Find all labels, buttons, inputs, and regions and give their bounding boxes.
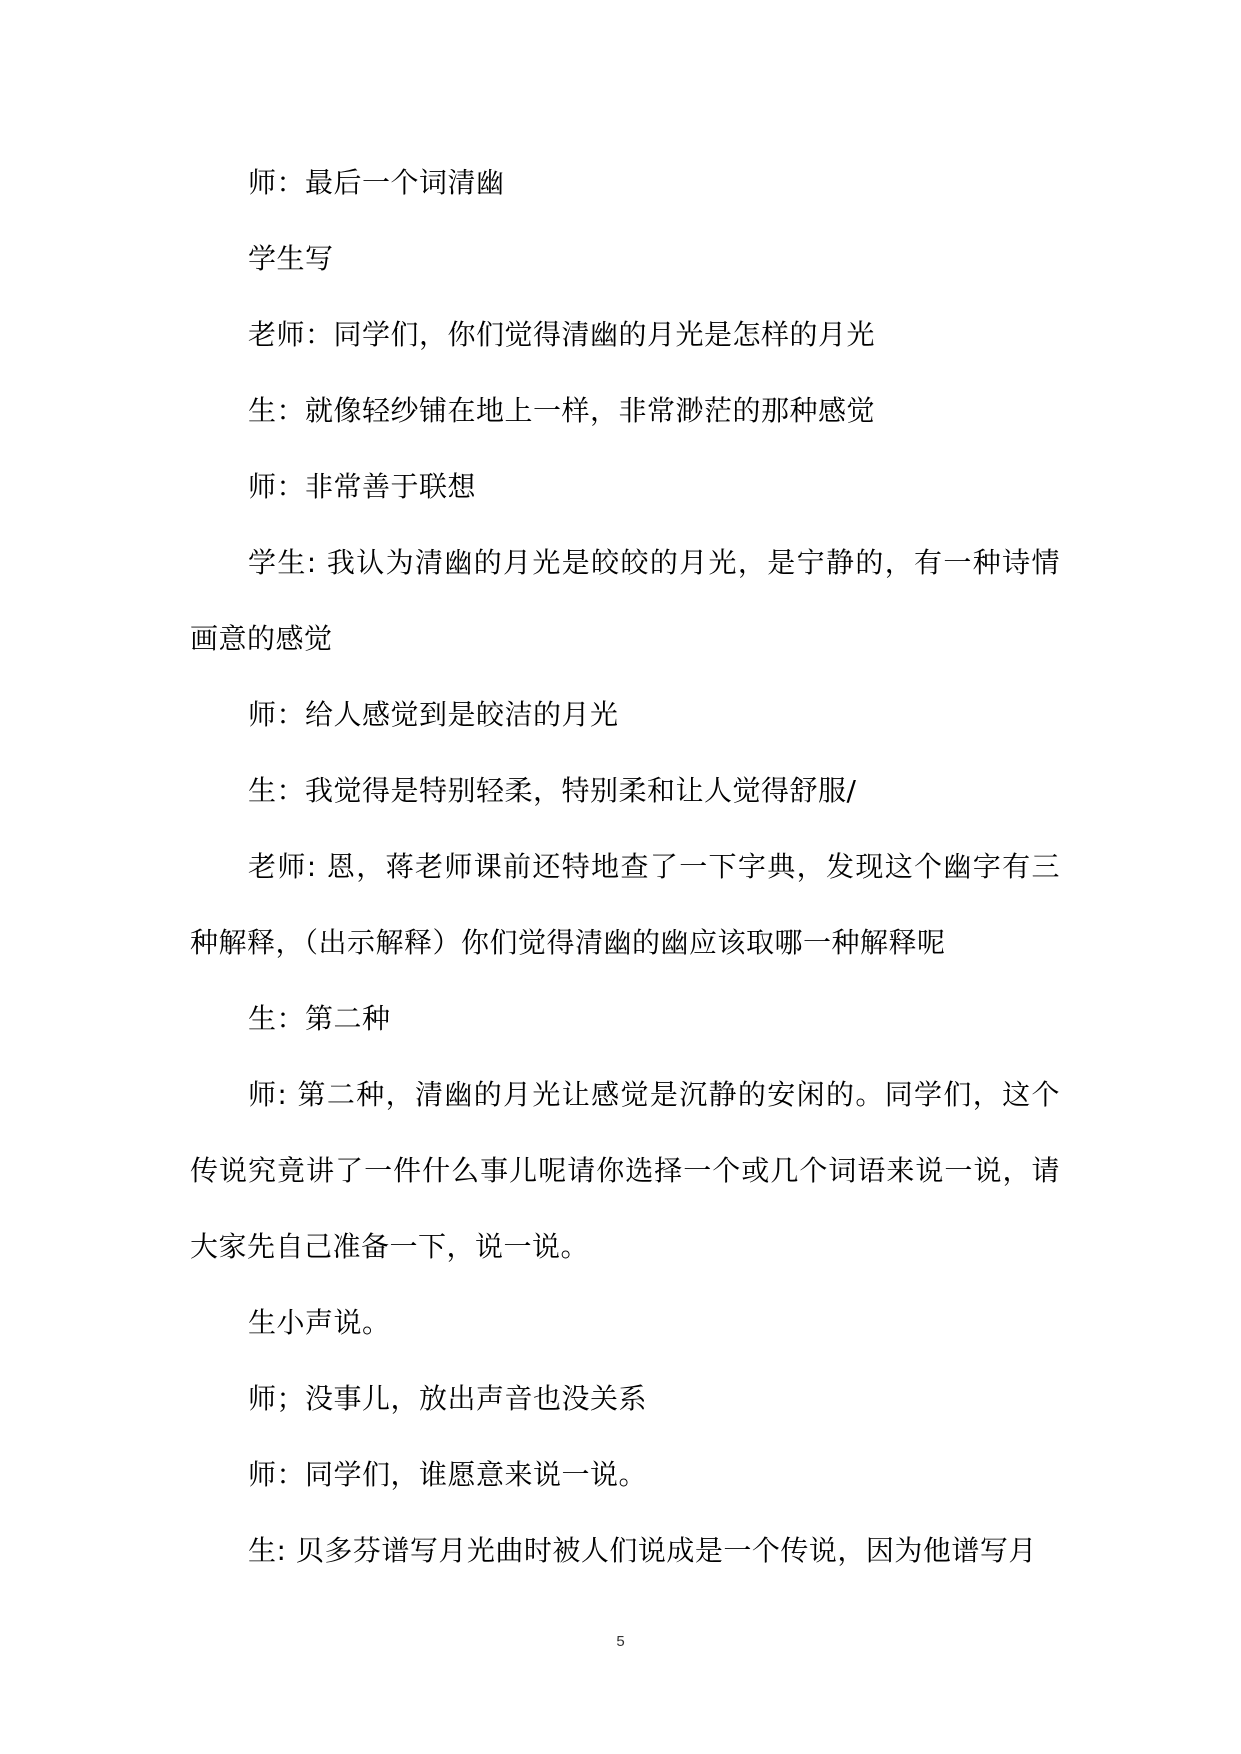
paragraph: 师: 第二种，清幽的月光让感觉是沉静的安闲的。同学们，这个传说究竟讲了一件什么事儿呢请你选择一个或几个词语来说一说，请大家先自己准备一下，说一说。: [190, 1078, 1060, 1263]
paragraph: 生：我觉得是特别轻柔，特别柔和让人觉得舒服/: [248, 774, 857, 807]
paragraph: 师；没事儿，放出声音也没关系: [248, 1382, 648, 1415]
page-number: 5: [616, 1633, 625, 1650]
paragraph: 生: 贝多芬谱写月光曲时被人们说成是一个传说，因为他谱写月: [248, 1534, 1037, 1567]
paragraph: 老师：同学们，你们觉得清幽的月光是怎样的月光: [248, 318, 876, 351]
paragraph: 学生: 我认为清幽的月光是皎皎的月光，是宁静的，有一种诗情画意的感觉: [190, 546, 1060, 655]
paragraph: 师：非常善于联想: [248, 470, 477, 503]
paragraph: 生：第二种: [248, 1002, 391, 1035]
paragraph: 师：给人感觉到是皎洁的月光: [248, 698, 619, 731]
paragraph: 师：同学们，谁愿意来说一说。: [248, 1458, 648, 1491]
document-body: [190, 145, 1060, 1589]
paragraph: 生：就像轻纱铺在地上一样，非常渺茫的那种感觉: [248, 394, 876, 427]
paragraph: 师：最后一个词清幽: [248, 166, 505, 199]
paragraph: 生小声说。: [248, 1306, 391, 1339]
paragraph: 老师: 恩，蒋老师课前还特地查了一下字典，发现这个幽字有三种解释，（出示解释）你们觉得清幽的幽应该取哪一种解释呢: [190, 850, 1060, 959]
paragraph: 学生写: [248, 242, 334, 275]
